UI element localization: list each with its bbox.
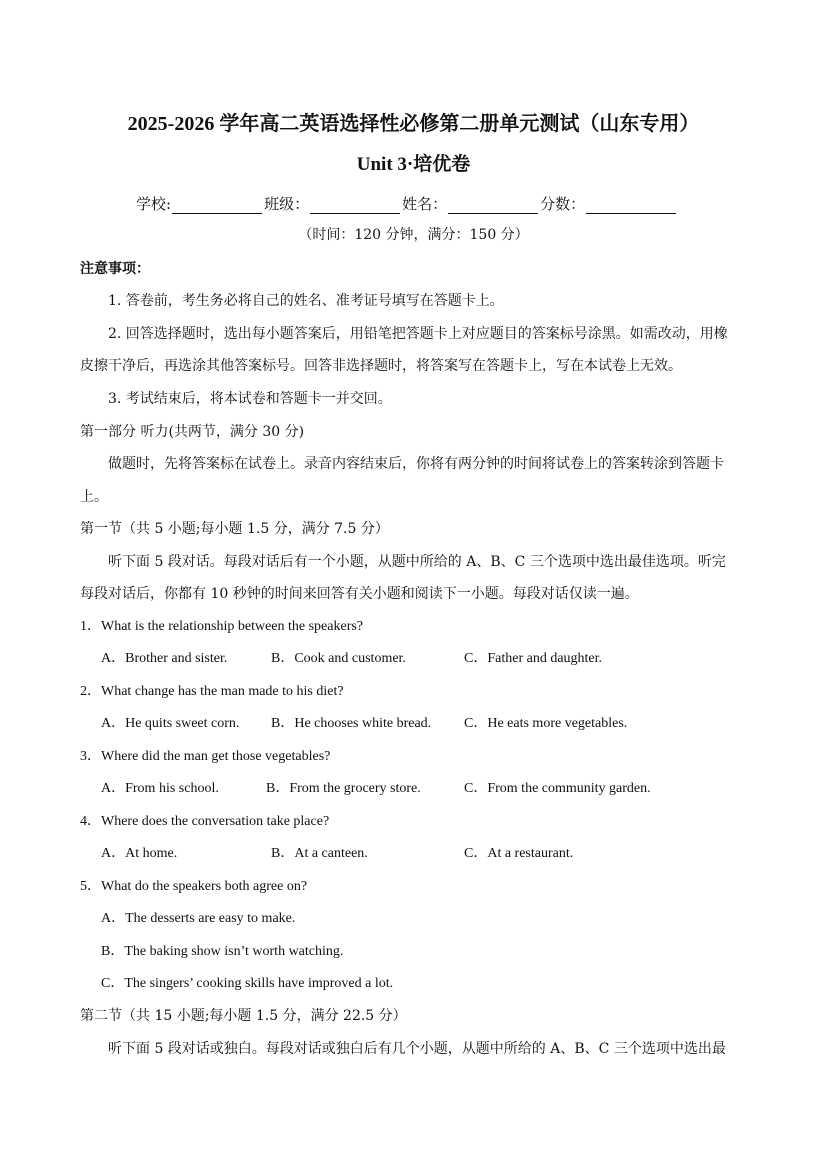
part-1-heading: 第一部分 听力(共两节，满分 30 分) xyxy=(80,424,305,440)
section-1-instruction-line-2: 每段对话后，你都有 10 秒钟的时间来回答有关小题和阅读下一小题。每段对话仅读一遍。 xyxy=(80,586,639,602)
question-4-option-a: A．At home. xyxy=(101,846,178,861)
question-2-option-c: C．He eats more vegetables. xyxy=(464,716,628,731)
question-3-option-b: B．From the grocery store. xyxy=(266,781,421,796)
notice-heading: 注意事项： xyxy=(80,261,150,277)
question-1-stem: 1．What is the relationship between the speakers? xyxy=(80,619,364,634)
question-5-stem: 5．What do the speakers both agree on? xyxy=(80,879,308,894)
section-2-instruction-line-1: 听下面 5 段对话或独白。每段对话或独白后有几个小题，从题中所给的 A、B、C 三个选项中选出最 xyxy=(108,1041,726,1057)
score-label: 分数： xyxy=(540,195,586,213)
name-label: 姓名： xyxy=(402,195,448,213)
class-label: 班级： xyxy=(264,195,310,213)
question-5-option-a: A．The desserts are easy to make. xyxy=(101,911,296,926)
section-1-heading: 第一节（共 5 小题;每小题 1.5 分，满分 7.5 分） xyxy=(80,521,389,537)
question-3-option-a: A．From his school. xyxy=(101,781,219,796)
question-2-stem: 2．What change has the man made to his diet? xyxy=(80,684,344,699)
question-4-option-b: B．At a canteen. xyxy=(271,846,368,861)
question-2-option-a: A．He quits sweet corn. xyxy=(101,716,240,731)
time-note: （时间：120 分钟，满分：150 分） xyxy=(298,227,529,243)
section-2-heading: 第二节（共 15 小题;每小题 1.5 分，满分 22.5 分） xyxy=(80,1008,407,1024)
question-3-stem: 3．Where did the man get those vegetables? xyxy=(80,749,331,764)
question-5-option-b: B．The baking show isn’t worth watching. xyxy=(101,944,344,959)
notice-item-2-line-2: 皮擦干净后，再选涂其他答案标号。回答非选择题时，将答案写在答题卡上，写在本试卷上无效。 xyxy=(80,358,682,374)
question-1-option-a: A．Brother and sister. xyxy=(101,651,228,666)
class-field[interactable] xyxy=(310,195,400,214)
question-4-stem: 4．Where does the conversation take place? xyxy=(80,814,330,829)
student-info-row xyxy=(136,192,678,214)
notice-item-3: 3. 考试结束后，将本试卷和答题卡一并交回。 xyxy=(108,391,392,407)
school-label: 学校: xyxy=(136,195,172,213)
score-field[interactable] xyxy=(586,195,676,214)
question-3-option-c: C．From the community garden. xyxy=(464,781,651,796)
question-5-option-c: C．The singers’ cooking skills have improved a lot. xyxy=(101,976,394,991)
exam-title: 2025-2026 学年高二英语选择性必修第二册单元测试（山东专用） xyxy=(127,113,700,135)
name-field[interactable] xyxy=(448,195,538,214)
question-1-option-b: B．Cook and customer. xyxy=(271,651,406,666)
question-2-option-b: B．He chooses white bread. xyxy=(271,716,432,731)
part-1-instruction-line-1: 做题时，先将答案标在试卷上。录音内容结束后，你将有两分钟的时间将试卷上的答案转涂到答题卡 xyxy=(108,456,724,472)
part-1-instruction-line-2: 上。 xyxy=(80,489,108,505)
notice-item-2-line-1: 2. 回答选择题时，选出每小题答案后，用铅笔把答题卡上对应题目的答案标号涂黑。如需改动，用橡 xyxy=(108,326,728,342)
school-field[interactable] xyxy=(172,195,262,214)
unit-subtitle: Unit 3·培优卷 xyxy=(356,154,471,175)
question-4-option-c: C．At a restaurant. xyxy=(464,846,574,861)
section-1-instruction-line-1: 听下面 5 段对话。每段对话后有一个小题，从题中所给的 A、B、C 三个选项中选出最佳选项。听完 xyxy=(108,554,726,570)
notice-item-1: 1. 答卷前，考生务必将自己的姓名、准考证号填写在答题卡上。 xyxy=(108,293,504,309)
question-1-option-c: C．Father and daughter. xyxy=(464,651,603,666)
